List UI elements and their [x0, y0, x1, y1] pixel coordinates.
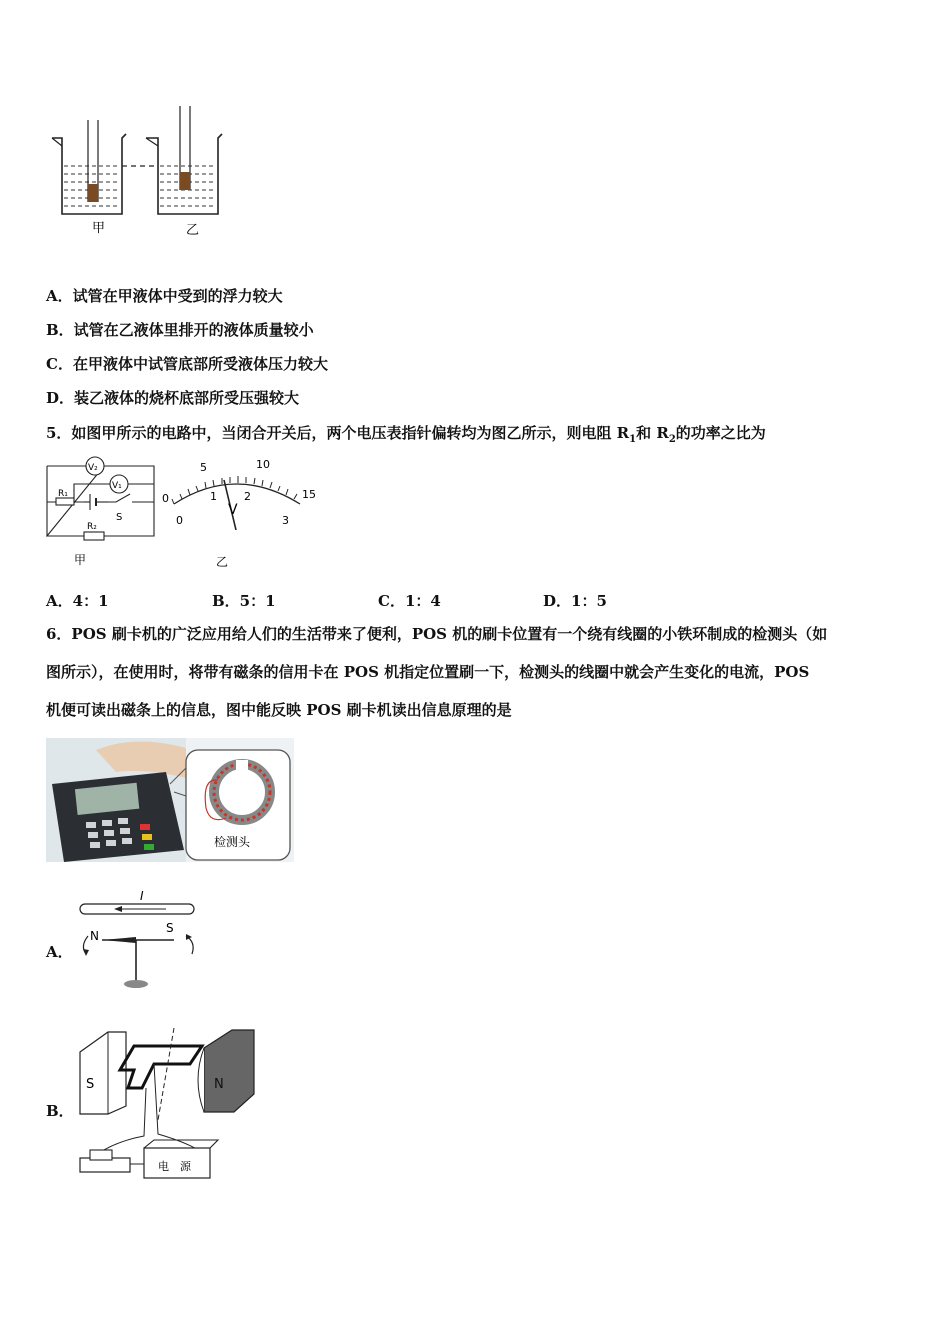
- q5-option-b: B．5：1: [212, 592, 276, 610]
- fig-a-north-label: N: [90, 929, 99, 943]
- magnet-north-icon: [204, 1030, 254, 1112]
- fig-a-south-label: S: [166, 921, 174, 935]
- meter-bottom-tick-1: 1: [210, 490, 217, 503]
- fig-b-power-label: 电 源: [158, 1160, 191, 1173]
- q4-option-c: C．在甲液体中试管底部所受液体压力较大: [46, 355, 328, 373]
- meter-caption: 乙: [216, 555, 229, 569]
- magnet-south-icon: [80, 1032, 126, 1114]
- q6-line-3: 机便可读出磁条上的信息，图中能反映 POS 刷卡机读出信息原理的是: [46, 701, 512, 719]
- q5-question: [46, 423, 766, 450]
- q6-line-1: 6．POS 刷卡机的广泛应用给人们的生活带来了便利，POS 机的刷卡位置有一个绕有线圈的小铁环制成的检测头（如: [46, 625, 828, 643]
- fig-a-current-label: I: [140, 889, 144, 903]
- meter-top-tick-15: 15: [302, 488, 316, 501]
- circuit-v1-label: V₁: [112, 481, 122, 491]
- q4-option-b: B．试管在乙液体里排开的液体质量较小: [46, 321, 314, 339]
- meter-bottom-tick-2: 2: [244, 490, 251, 503]
- fig-b-north-label: N: [214, 1077, 224, 1092]
- circuit-caption: 甲: [74, 553, 87, 567]
- q5-option-c: C．1：4: [378, 592, 441, 610]
- q6-fig-b: [72, 1024, 262, 1186]
- q5-sub2: 2: [668, 434, 676, 445]
- resistor-r2-icon: [84, 532, 104, 540]
- q6-fig-a: [74, 888, 202, 992]
- q4-option-d: D．装乙液体的烧杯底部所受压强较大: [46, 389, 300, 407]
- meter-bottom-tick-3: 3: [282, 514, 289, 527]
- detector-label: 检测头: [214, 835, 251, 849]
- q5-text-before: 5．如图甲所示的电路中，当闭合开关后，两个电压表指针偏转均为图乙所示，则电阻 R: [46, 424, 630, 442]
- beakers-figure: [40, 100, 240, 240]
- fig-b-south-label: S: [86, 1077, 95, 1092]
- meter-top-tick-0: 0: [162, 492, 169, 505]
- q5-voltmeter-figure: [160, 452, 318, 572]
- meter-top-tick-5: 5: [200, 461, 207, 474]
- beaker-label-left: 甲: [92, 221, 106, 236]
- q5-sub1: 1: [629, 434, 637, 445]
- beaker-label-right: 乙: [186, 223, 200, 238]
- q5-text-after: 的功率之比为: [675, 424, 766, 442]
- circuit-r2-label: R₂: [87, 522, 97, 532]
- meter-bottom-tick-0: 0: [176, 514, 183, 527]
- q5-circuit-figure: [44, 454, 162, 572]
- resistor-r1-icon: [56, 498, 74, 505]
- meter-unit: V: [228, 502, 238, 518]
- q5-option-d: D．1：5: [543, 592, 607, 610]
- circuit-v2-label: V₂: [88, 463, 98, 473]
- q4-option-a: A．试管在甲液体中受到的浮力较大: [46, 287, 283, 305]
- circuit-switch-label: S: [116, 512, 123, 523]
- q6-option-b: B．: [46, 1102, 74, 1120]
- coil-loop-icon: [120, 1046, 202, 1088]
- q6-option-a: A．: [46, 943, 73, 961]
- meter-top-tick-10: 10: [256, 458, 270, 471]
- q6-line-2: 图所示），在使用时，将带有磁条的信用卡在 POS 机指定位置刷一下，检测头的线圈中就会产生变化的电流，POS: [46, 663, 810, 681]
- circuit-r1-label: R₁: [58, 489, 68, 499]
- pos-machine-figure: [46, 738, 294, 862]
- q5-text-mid: 和 R: [636, 424, 669, 442]
- q5-option-a: A．4：1: [46, 592, 109, 610]
